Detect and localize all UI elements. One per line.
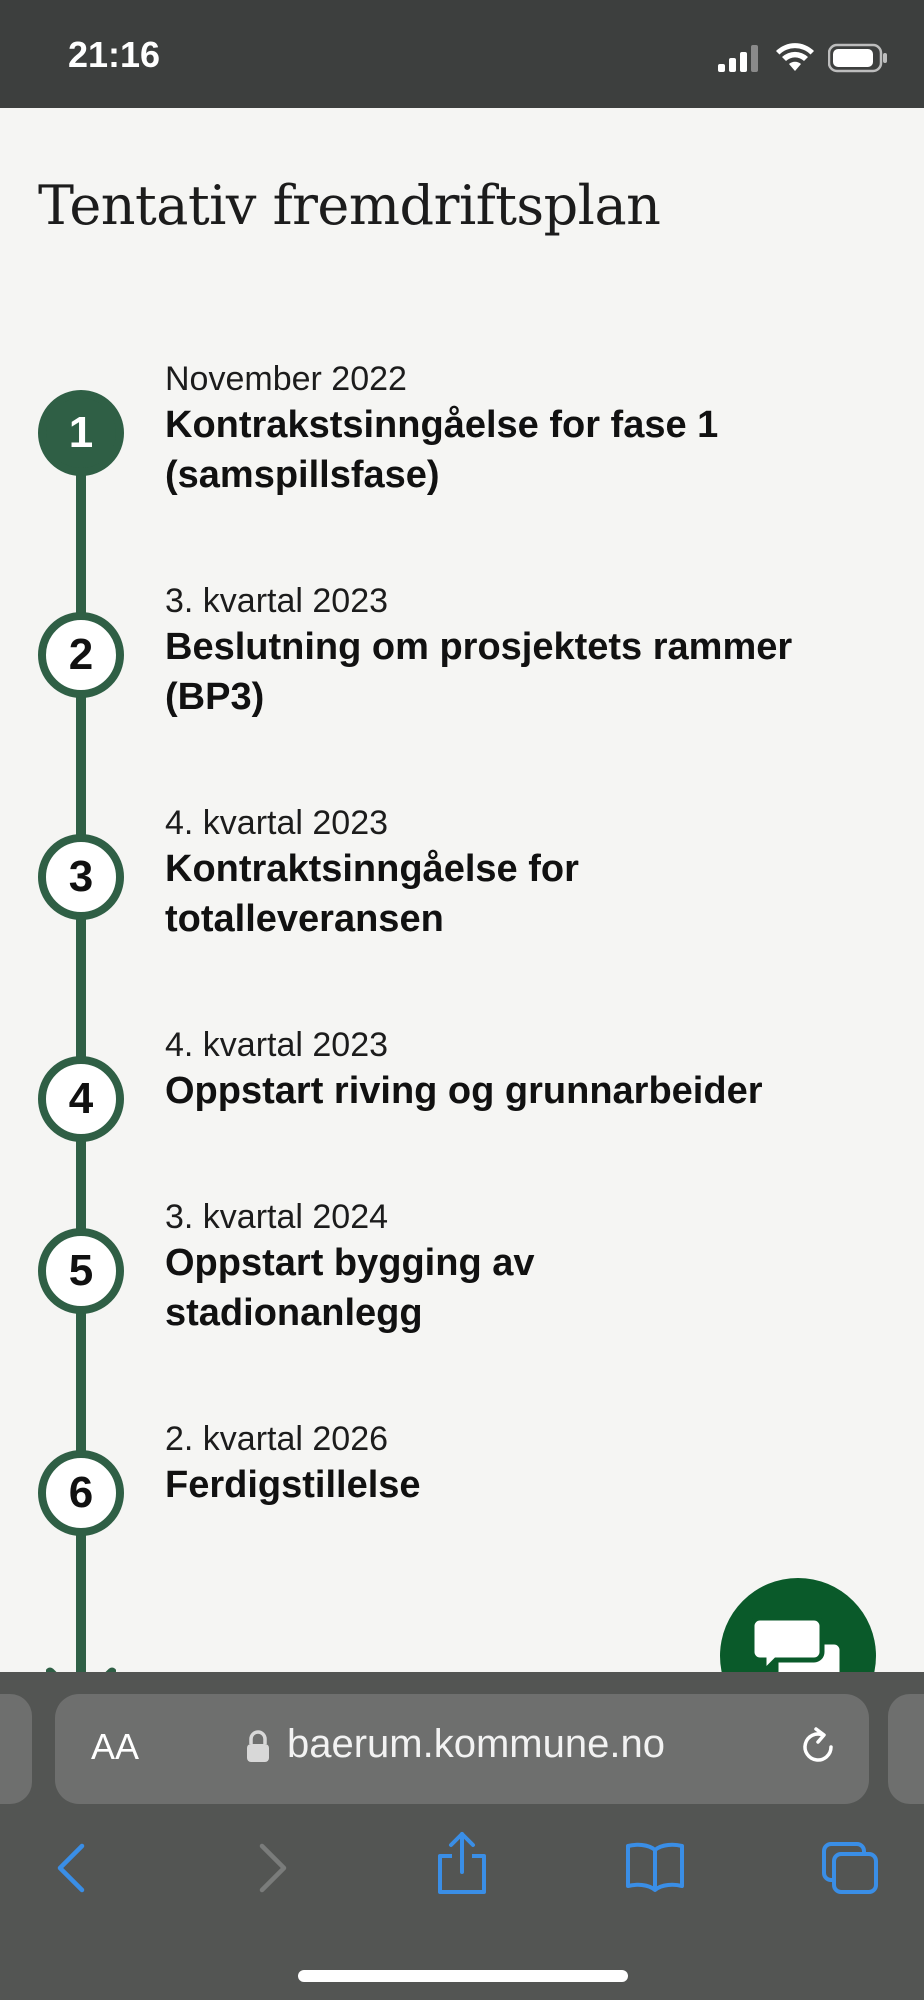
book-icon[interactable] bbox=[624, 1840, 686, 1894]
step-title: Beslutning om prosjektets rammer (BP3) bbox=[165, 626, 793, 718]
chevron-right-icon[interactable] bbox=[250, 1840, 294, 1896]
share-icon[interactable] bbox=[434, 1830, 490, 1896]
page-title: Tentativ fremdriftsplan bbox=[38, 174, 661, 237]
chevron-left-icon[interactable] bbox=[50, 1840, 94, 1896]
wifi-icon bbox=[776, 43, 814, 73]
address-bar[interactable] bbox=[55, 1694, 869, 1804]
reader-view-button[interactable]: AA bbox=[91, 1726, 140, 1767]
step-number-badge bbox=[38, 390, 124, 476]
next-tab-preview[interactable] bbox=[888, 1694, 924, 1804]
step-number-badge bbox=[38, 1450, 124, 1536]
status-bar bbox=[0, 0, 924, 108]
browser-nav-row bbox=[0, 1822, 924, 1912]
page-content bbox=[0, 108, 924, 1672]
step-number: 4 bbox=[68, 1074, 94, 1123]
step-date: 4. kvartal 2023 bbox=[165, 1026, 389, 1064]
step-title: Ferdigstillelse bbox=[165, 1464, 421, 1506]
browser-toolbar bbox=[0, 1672, 924, 2000]
step-title: Kontraktsinngåelse for totalleveransen bbox=[165, 848, 579, 940]
reload-icon[interactable] bbox=[795, 1724, 841, 1770]
previous-tab-preview[interactable] bbox=[0, 1694, 32, 1804]
url-text: baerum.kommune.no bbox=[287, 1722, 665, 1766]
step-title: Kontrakstsinngåelse for fase 1 (samspillsfase) bbox=[165, 404, 719, 496]
step-date: 3. kvartal 2024 bbox=[165, 1198, 389, 1236]
status-time: 21:16 bbox=[68, 34, 161, 75]
step-number: 2 bbox=[68, 630, 94, 679]
step-number-badge bbox=[38, 612, 124, 698]
lock-icon bbox=[245, 1730, 271, 1764]
step-number: 6 bbox=[68, 1468, 94, 1517]
battery-icon bbox=[828, 43, 888, 73]
step-date: 4. kvartal 2023 bbox=[165, 804, 389, 842]
step-date: November 2022 bbox=[165, 360, 407, 398]
step-number: 3 bbox=[68, 852, 94, 901]
step-number-badge bbox=[38, 1228, 124, 1314]
signal-icon bbox=[718, 44, 762, 72]
home-indicator bbox=[298, 1970, 628, 1982]
step-number-badge bbox=[38, 1056, 124, 1142]
step-title: Oppstart bygging av stadionanlegg bbox=[165, 1242, 535, 1334]
step-title: Oppstart riving og grunnarbeider bbox=[165, 1070, 763, 1112]
step-number: 1 bbox=[68, 408, 94, 457]
step-number: 5 bbox=[68, 1246, 94, 1295]
tabs-icon[interactable] bbox=[820, 1840, 880, 1896]
status-icons bbox=[718, 40, 888, 76]
step-date: 3. kvartal 2023 bbox=[165, 582, 389, 620]
step-date: 2. kvartal 2026 bbox=[165, 1420, 389, 1458]
step-number-badge bbox=[38, 834, 124, 920]
